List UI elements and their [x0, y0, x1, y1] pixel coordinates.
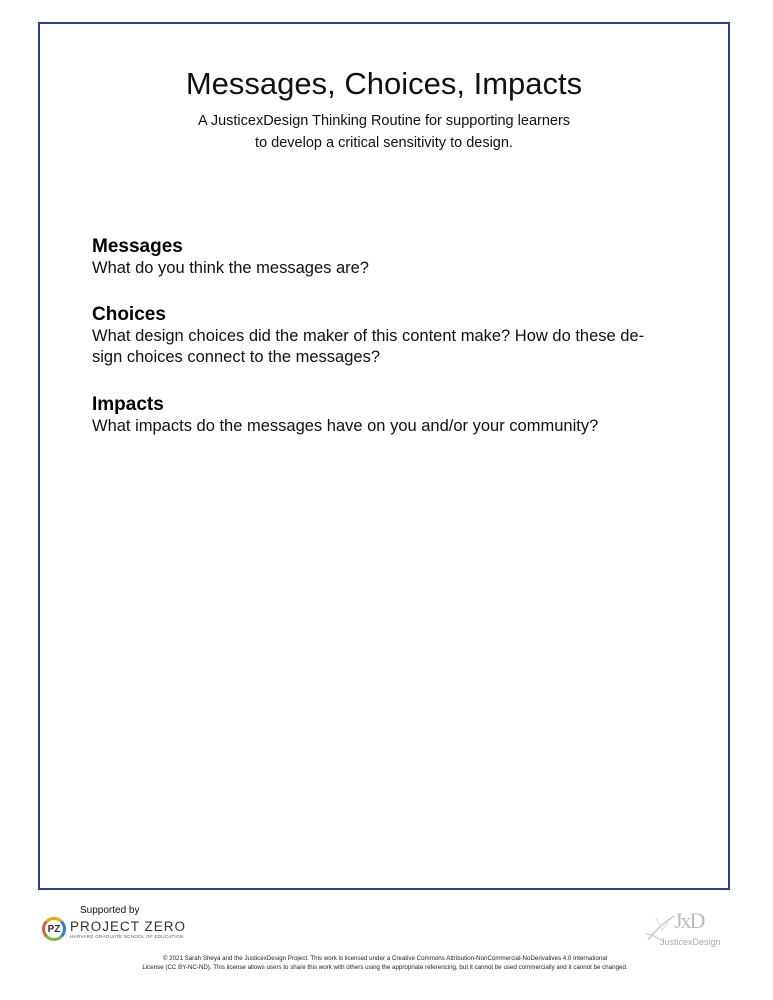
section-heading: Choices [92, 304, 166, 325]
section-question [92, 416, 692, 437]
section-question [92, 258, 692, 279]
license-text [120, 954, 650, 972]
section-heading: Impacts [92, 394, 164, 415]
license-line: License (CC BY-NC-ND). This license allows users to share this work with others using the appropriate referencing, but it cannot be used commercially and it cannot be changed. [142, 964, 628, 971]
subtitle-line: A JusticexDesign Thinking Routine for supporting learners [197, 113, 571, 129]
question-line: What impacts do the messages have on you and/or your community? [92, 417, 599, 435]
pz-badge-icon: PZ [42, 917, 66, 941]
pz-name: PROJECT ZERO [70, 918, 187, 934]
license-line: © 2021 Sarah Sheya and the JusticexDesign Project. This work is licensed under a Creative Commons Attribution-NonCommercial-NoDerivatives 4.0 International [162, 955, 608, 962]
jxd-mark: JxD [674, 908, 704, 933]
project-zero-logo [42, 917, 186, 941]
question-line: sign choices connect to the messages? [92, 348, 381, 366]
pz-wordmark [70, 919, 186, 940]
justicexdesign-logo [644, 908, 734, 950]
section-impacts [92, 394, 692, 437]
routine-frame [38, 22, 730, 890]
pz-subname: HARVARD GRADUATE SCHOOL OF EDUCATION [70, 933, 184, 939]
supported-by-label: Supported by [80, 905, 140, 916]
section-choices [92, 304, 692, 368]
question-line: What design choices did the maker of this content make? How do these de- [92, 327, 645, 345]
jxd-name: JusticexDesign [660, 937, 721, 947]
section-question [92, 326, 692, 368]
page-subtitle [40, 110, 728, 154]
page-title: Messages, Choices, Impacts [185, 66, 583, 101]
section-messages [92, 236, 692, 279]
question-line: What do you think the messages are? [92, 259, 369, 277]
subtitle-line: to develop a critical sensitivity to design. [255, 135, 513, 151]
section-heading: Messages [92, 236, 183, 257]
